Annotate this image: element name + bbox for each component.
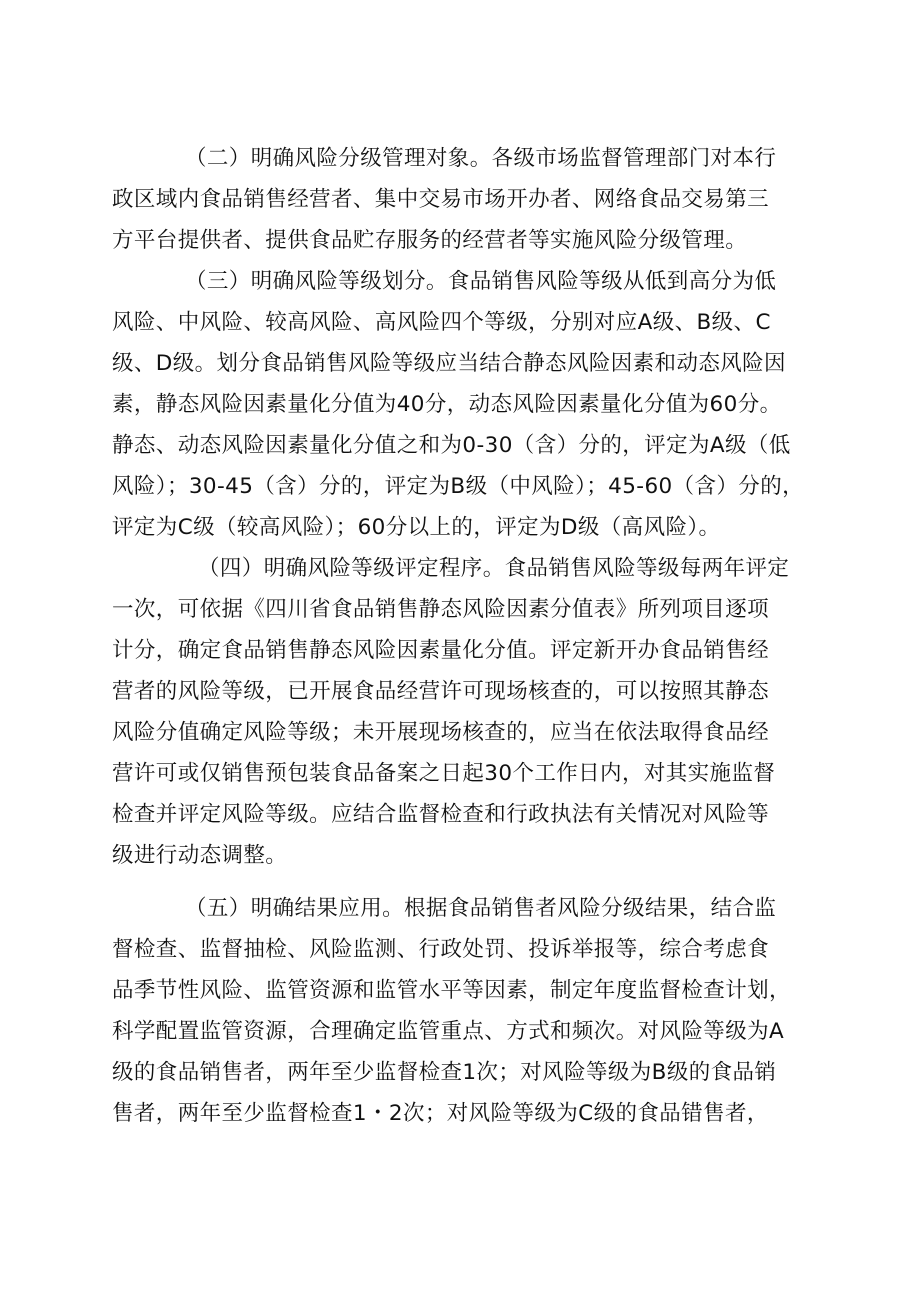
paragraph-line: 一次，可依据《四川省食品销售静态风险因素分值表》所列项目逐项 <box>112 597 770 622</box>
paragraph-line: （三）明确风险等级划分。食品销售风险等级从低到高分为低 <box>185 269 777 294</box>
paragraph-line: 级进行动态调整。 <box>112 843 288 868</box>
paragraph-line: （二）明确风险分级管理对象。各级市场监督管理部门对本行 <box>185 146 777 171</box>
paragraph-line: 科学配置监管资源，合理确定监管重点、方式和频次。对风险等级为A <box>112 1019 785 1044</box>
paragraph-line: 营者的风险等级，已开展食品经营许可现场核查的，可以按照其静态 <box>112 679 770 704</box>
paragraph-3 <box>112 261 812 548</box>
paragraph-line: 素，静态风险因素量化分值为40分，动态风险因素量化分值为60分。 <box>112 392 782 417</box>
paragraph-5 <box>112 888 812 1134</box>
paragraph-line: 营许可或仅销售预包装食品备案之日起30个工作日内，对其实施监督 <box>112 761 776 786</box>
paragraph-line: 级、D级。划分食品销售风险等级应当结合静态风险因素和动态风险因 <box>112 351 786 376</box>
paragraph-line: 检查并评定风险等级。应结合监督检查和行政执法有关情况对风险等 <box>112 802 770 827</box>
paragraph-2 <box>112 138 812 261</box>
paragraph-line: 风险、中风险、较高风险、高风险四个等级，分别对应A级、B级、C <box>112 310 771 335</box>
paragraph-line: 督检查、监督抽检、风险监测、行政处罚、投诉举报等，综合考虑食 <box>112 937 770 962</box>
paragraph-line: 级的食品销售者，两年至少监督检查1次；对风险等级为B级的食品销 <box>112 1060 777 1085</box>
paragraph-line: 品季节性风险、监管资源和监管水平等因素，制定年度监督检查计划， <box>112 978 791 1003</box>
paragraph-4 <box>112 548 812 876</box>
paragraph-line: 静态、动态风险因素量化分值之和为0-30（含）分的，评定为A级（低 <box>112 433 791 458</box>
paragraph-line: 计分，确定食品销售静态风险因素量化分值。评定新开办食品销售经 <box>112 638 770 663</box>
paragraph-line: 售者，两年至少监督检查1・2次；对风险等级为C级的食品错售者， <box>112 1101 769 1126</box>
paragraph-line: （五）明确结果应用。根据食品销售者风险分级结果，结合监 <box>185 896 777 921</box>
document-body <box>112 138 812 1134</box>
paragraph-spacing <box>112 876 812 888</box>
paragraph-line: 政区域内食品销售经营者、集中交易市场开办者、网络食品交易第三 <box>112 187 770 212</box>
paragraph-line: 风险分值确定风险等级；未开展现场核查的，应当在依法取得食品经 <box>112 720 770 745</box>
paragraph-line: 风险）；30-45（含）分的，评定为B级（中风险）；45-60（含）分的， <box>112 474 805 499</box>
paragraph-line: 方平台提供者、提供食品贮存服务的经营者等实施风险分级管理。 <box>112 228 748 253</box>
paragraph-line: 评定为C级（较高风险）；60分以上的，评定为D级（高风险）。 <box>112 515 721 540</box>
paragraph-line: （四）明确风险等级评定程序。食品销售风险等级每两年评定 <box>198 556 790 581</box>
